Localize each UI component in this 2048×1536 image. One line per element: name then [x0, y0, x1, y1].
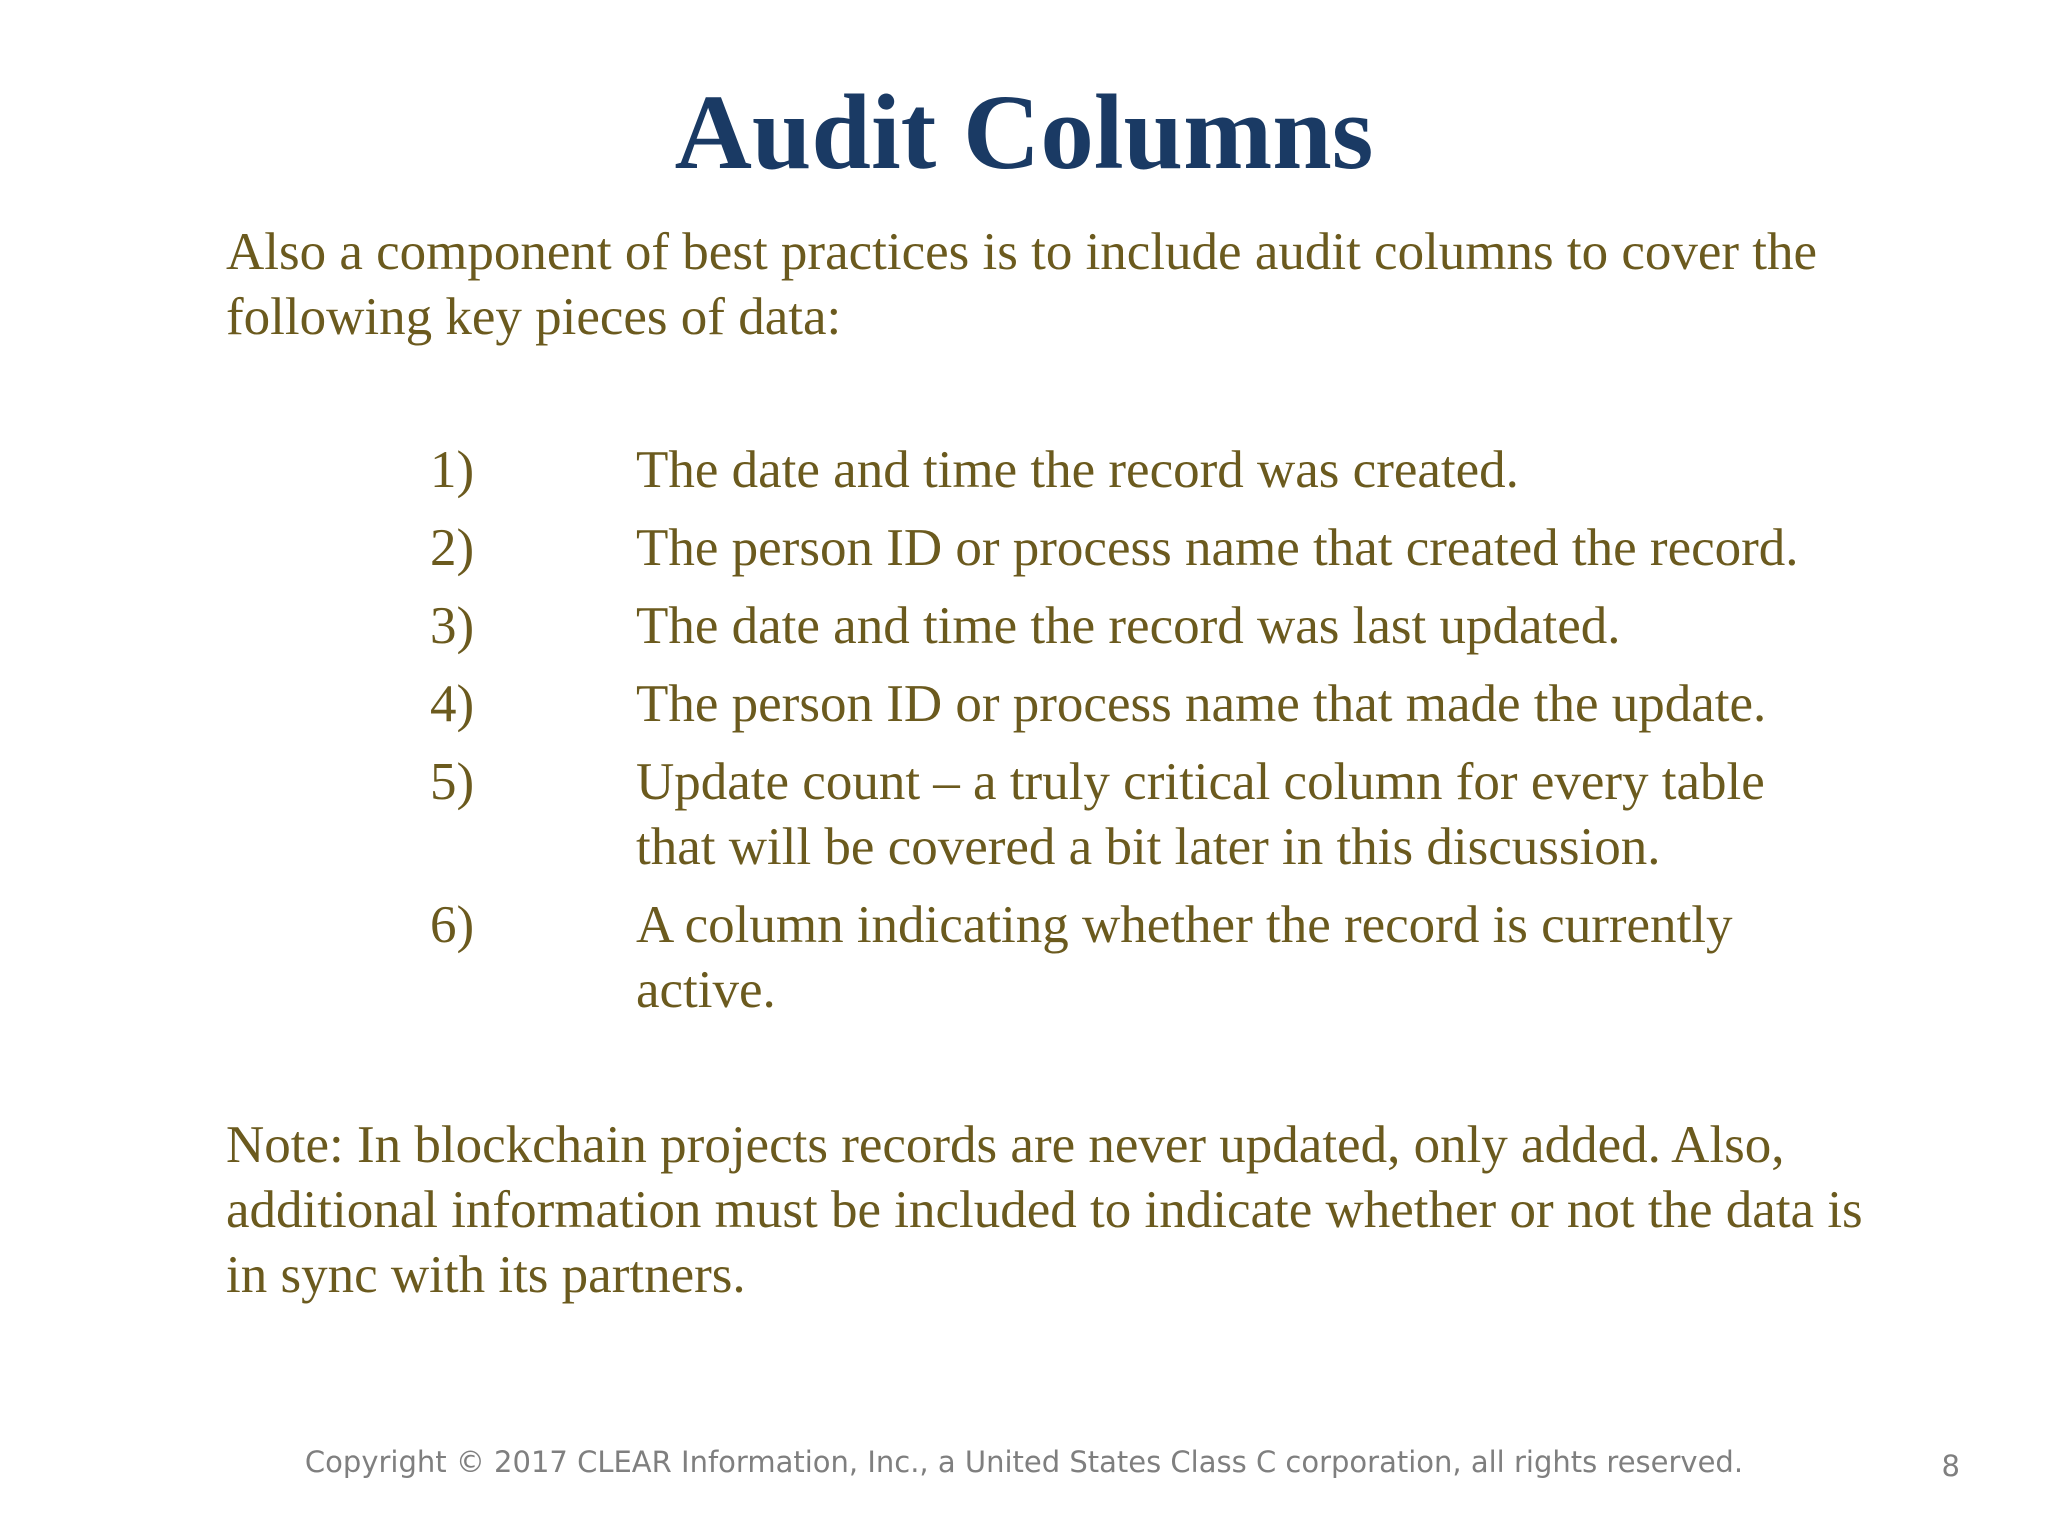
note-paragraph: Note: In blockchain projects records are never updated, only added. Also, additional information must be included to indicate whether or not the data is in sync with its partners. — [226, 1116, 1863, 1304]
list-item — [430, 893, 1850, 1023]
list-item — [430, 516, 1850, 581]
list-item-number: 5) — [430, 753, 475, 811]
list-item-number: 3) — [430, 597, 475, 655]
slide-title: Audit Columns — [674, 74, 1374, 192]
copyright-footer: Copyright © 2017 CLEAR Information, Inc., a United States Class C corporation, all rights reserved. — [304, 1445, 1744, 1479]
list-item-text: The date and time the record was last updated. — [636, 597, 1621, 655]
list-item-text: A column indicating whether the record is currently active. — [636, 896, 1733, 1019]
list-item-number: 6) — [430, 896, 475, 954]
list-item-number: 4) — [430, 675, 475, 733]
list-item-number: 1) — [430, 441, 475, 499]
intro-paragraph: Also a component of best practices is to include audit columns to cover the following key pieces of data: — [226, 223, 1818, 346]
page-number: 8 — [1941, 1449, 1960, 1483]
list-item — [430, 438, 1850, 503]
list-item-text: The person ID or process name that made the update. — [636, 675, 1767, 733]
list-item-number: 2) — [430, 519, 475, 577]
audit-column-list — [430, 438, 1850, 1036]
list-item-text: Update count – a truly critical column for every table that will be covered a bit later in this discussion. — [636, 753, 1765, 876]
list-item — [430, 750, 1850, 880]
list-item — [430, 672, 1850, 737]
list-item-text: The date and time the record was created. — [636, 441, 1519, 499]
list-item-text: The person ID or process name that created the record. — [636, 519, 1799, 577]
list-item — [430, 594, 1850, 659]
